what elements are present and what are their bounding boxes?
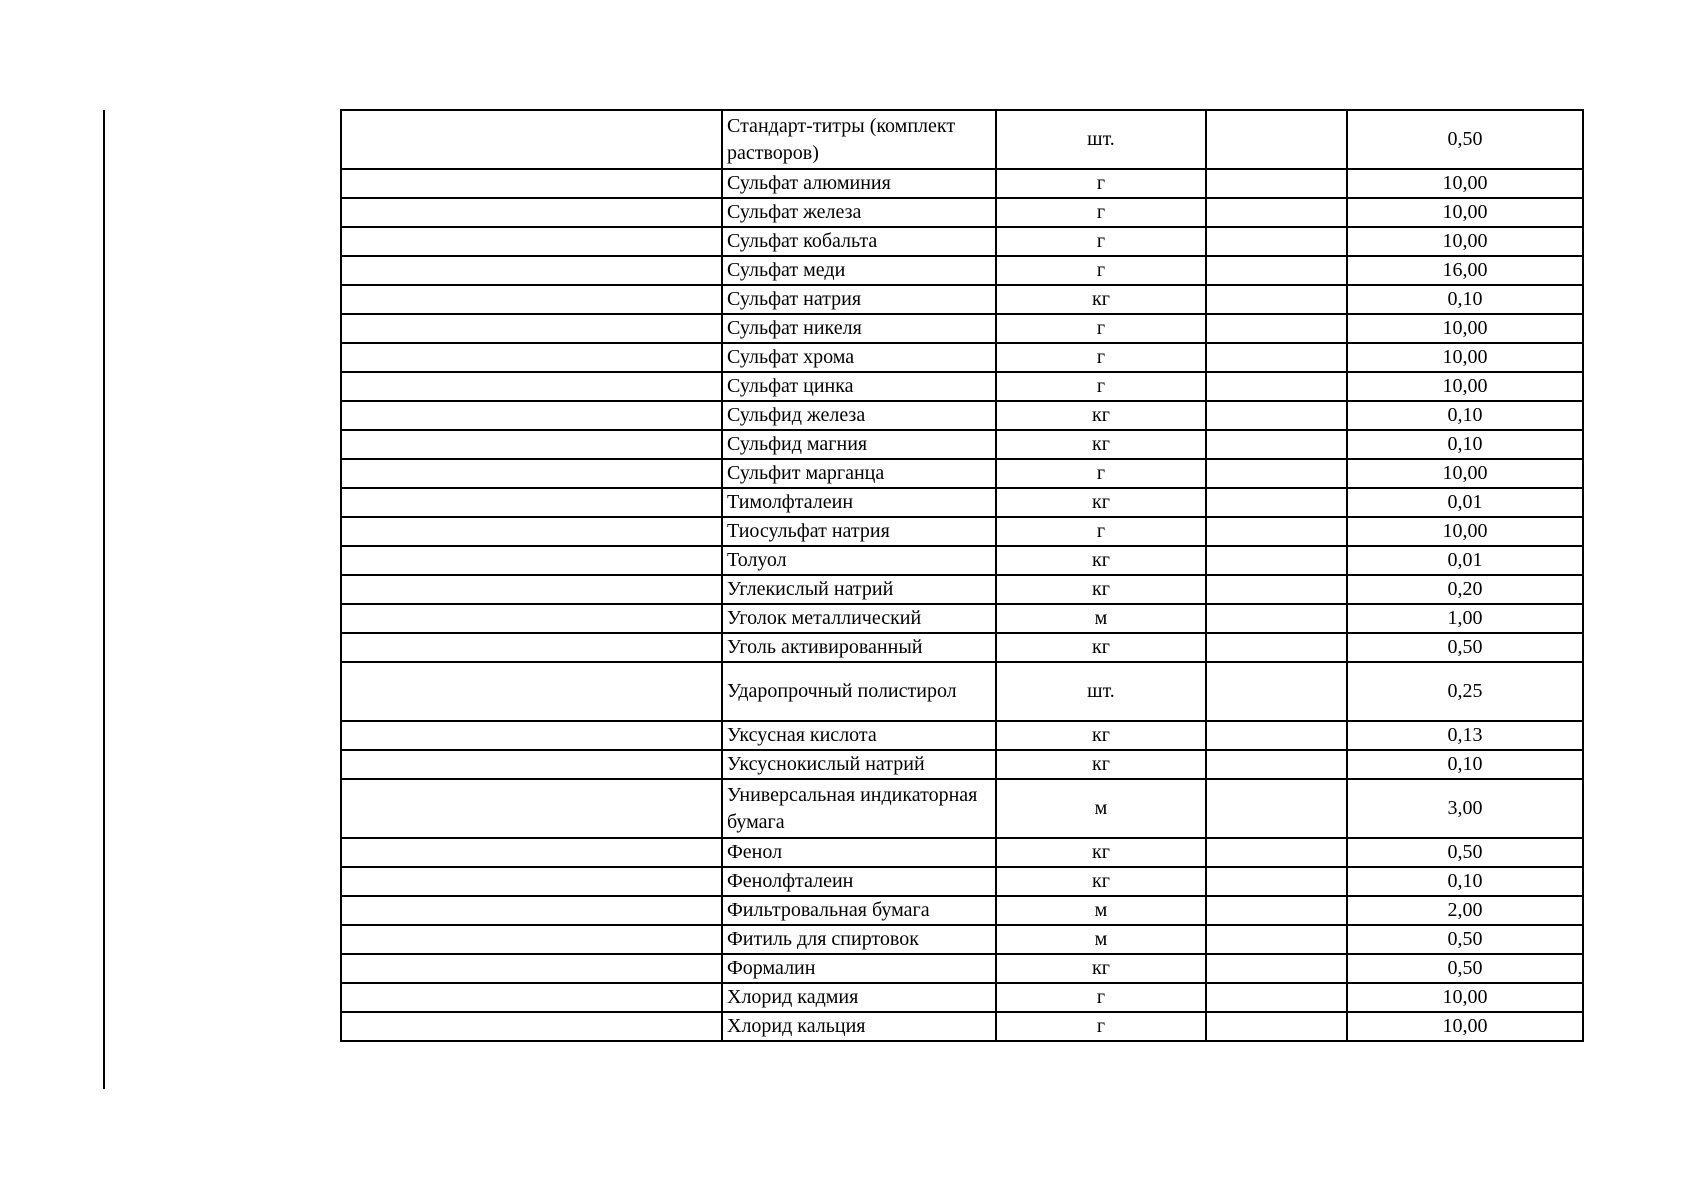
item-name-cell: Фенол — [722, 838, 996, 867]
empty-cell — [1206, 721, 1347, 750]
empty-cell — [1206, 401, 1347, 430]
item-name-cell: Сульфат меди — [722, 256, 996, 285]
empty-cell — [341, 488, 722, 517]
empty-cell — [341, 838, 722, 867]
quantity-cell: 16,00 — [1347, 256, 1583, 285]
unit-cell: г — [996, 314, 1206, 343]
quantity-cell: 10,00 — [1347, 372, 1583, 401]
quantity-cell: 10,00 — [1347, 314, 1583, 343]
table-row — [341, 779, 1583, 838]
table-row — [341, 983, 1583, 1012]
item-name-cell: Углекислый натрий — [722, 575, 996, 604]
quantity-cell: 0,50 — [1347, 838, 1583, 867]
empty-cell — [341, 633, 722, 662]
empty-cell — [341, 546, 722, 575]
quantity-cell: 0,10 — [1347, 750, 1583, 779]
quantity-cell: 10,00 — [1347, 517, 1583, 546]
empty-cell — [1206, 1012, 1347, 1041]
unit-cell: кг — [996, 285, 1206, 314]
empty-cell — [1206, 954, 1347, 983]
empty-cell — [1206, 546, 1347, 575]
unit-cell: г — [996, 198, 1206, 227]
empty-cell — [341, 896, 722, 925]
empty-cell — [1206, 227, 1347, 256]
unit-cell: м — [996, 604, 1206, 633]
item-name-cell: Толуол — [722, 546, 996, 575]
item-name-cell: Фитиль для спиртовок — [722, 925, 996, 954]
item-name-cell: Сульфат алюминия — [722, 169, 996, 198]
empty-cell — [341, 779, 722, 838]
quantity-cell: 0,10 — [1347, 430, 1583, 459]
table-row — [341, 227, 1583, 256]
empty-cell — [341, 604, 722, 633]
item-name-cell: Ударопрочный полистирол — [722, 662, 996, 721]
table-row — [341, 285, 1583, 314]
table-row — [341, 662, 1583, 721]
unit-cell: кг — [996, 575, 1206, 604]
item-name-cell: Сульфат цинка — [722, 372, 996, 401]
table-row — [341, 343, 1583, 372]
item-name-cell: Сульфит марганца — [722, 459, 996, 488]
quantity-cell: 0,25 — [1347, 662, 1583, 721]
empty-cell — [1206, 169, 1347, 198]
unit-cell: м — [996, 925, 1206, 954]
table-row — [341, 750, 1583, 779]
empty-cell — [341, 1012, 722, 1041]
unit-cell: г — [996, 372, 1206, 401]
unit-cell: кг — [996, 954, 1206, 983]
item-name-cell: Тиосульфат натрия — [722, 517, 996, 546]
unit-cell: кг — [996, 867, 1206, 896]
item-name-cell: Сульфат натрия — [722, 285, 996, 314]
table-row — [341, 575, 1583, 604]
item-name-cell: Универсальная индикаторная бумага — [722, 779, 996, 838]
unit-cell: г — [996, 517, 1206, 546]
unit-cell: г — [996, 343, 1206, 372]
item-name-cell: Уголок металлический — [722, 604, 996, 633]
empty-cell — [341, 867, 722, 896]
empty-cell — [341, 430, 722, 459]
item-name-cell: Уголь активированный — [722, 633, 996, 662]
quantity-cell: 10,00 — [1347, 459, 1583, 488]
unit-cell: кг — [996, 401, 1206, 430]
unit-cell: г — [996, 459, 1206, 488]
quantity-cell: 0,50 — [1347, 925, 1583, 954]
empty-cell — [1206, 372, 1347, 401]
item-name-cell: Тимолфталеин — [722, 488, 996, 517]
empty-cell — [341, 110, 722, 169]
table-row — [341, 314, 1583, 343]
quantity-cell: 0,20 — [1347, 575, 1583, 604]
quantity-cell: 10,00 — [1347, 169, 1583, 198]
quantity-cell: 0,50 — [1347, 633, 1583, 662]
unit-cell: м — [996, 896, 1206, 925]
table-row — [341, 896, 1583, 925]
item-name-cell: Уксусная кислота — [722, 721, 996, 750]
unit-cell: шт. — [996, 662, 1206, 721]
empty-cell — [1206, 459, 1347, 488]
empty-cell — [341, 925, 722, 954]
empty-cell — [1206, 314, 1347, 343]
empty-cell — [341, 721, 722, 750]
unit-cell: м — [996, 779, 1206, 838]
page-margin-rule — [103, 110, 105, 1089]
empty-cell — [1206, 517, 1347, 546]
item-name-cell: Сульфид железа — [722, 401, 996, 430]
materials-table — [340, 109, 1584, 1042]
quantity-cell: 3,00 — [1347, 779, 1583, 838]
table-row — [341, 633, 1583, 662]
item-name-cell: Сульфат железа — [722, 198, 996, 227]
table-row — [341, 954, 1583, 983]
empty-cell — [1206, 430, 1347, 459]
quantity-cell: 10,00 — [1347, 983, 1583, 1012]
table-row — [341, 1012, 1583, 1041]
quantity-cell: 10,00 — [1347, 343, 1583, 372]
empty-cell — [1206, 633, 1347, 662]
table-row — [341, 256, 1583, 285]
empty-cell — [1206, 285, 1347, 314]
table-row — [341, 867, 1583, 896]
unit-cell: кг — [996, 838, 1206, 867]
item-name-cell: Хлорид кальция — [722, 1012, 996, 1041]
unit-cell: кг — [996, 750, 1206, 779]
empty-cell — [1206, 575, 1347, 604]
table-row — [341, 430, 1583, 459]
quantity-cell: 1,00 — [1347, 604, 1583, 633]
empty-cell — [1206, 750, 1347, 779]
empty-cell — [1206, 198, 1347, 227]
quantity-cell: 0,13 — [1347, 721, 1583, 750]
empty-cell — [341, 575, 722, 604]
unit-cell: г — [996, 256, 1206, 285]
table-row — [341, 169, 1583, 198]
item-name-cell: Формалин — [722, 954, 996, 983]
empty-cell — [341, 198, 722, 227]
empty-cell — [1206, 925, 1347, 954]
empty-cell — [1206, 488, 1347, 517]
unit-cell: кг — [996, 633, 1206, 662]
item-name-cell: Сульфат хрома — [722, 343, 996, 372]
unit-cell: г — [996, 169, 1206, 198]
quantity-cell: 10,00 — [1347, 227, 1583, 256]
quantity-cell: 2,00 — [1347, 896, 1583, 925]
empty-cell — [1206, 604, 1347, 633]
table-row — [341, 517, 1583, 546]
table-row — [341, 401, 1583, 430]
empty-cell — [341, 169, 722, 198]
empty-cell — [1206, 110, 1347, 169]
item-name-cell: Фенолфталеин — [722, 867, 996, 896]
quantity-cell: 0,10 — [1347, 867, 1583, 896]
quantity-cell: 0,10 — [1347, 285, 1583, 314]
item-name-cell: Сульфат кобальта — [722, 227, 996, 256]
unit-cell: шт. — [996, 110, 1206, 169]
table-row — [341, 459, 1583, 488]
table-row — [341, 110, 1583, 169]
table-row — [341, 546, 1583, 575]
unit-cell: г — [996, 227, 1206, 256]
table-row — [341, 721, 1583, 750]
table-row — [341, 925, 1583, 954]
quantity-cell: 0,50 — [1347, 954, 1583, 983]
unit-cell: г — [996, 983, 1206, 1012]
empty-cell — [1206, 779, 1347, 838]
empty-cell — [341, 401, 722, 430]
quantity-cell: 0,01 — [1347, 546, 1583, 575]
table-row — [341, 372, 1583, 401]
empty-cell — [1206, 343, 1347, 372]
empty-cell — [1206, 662, 1347, 721]
empty-cell — [341, 227, 722, 256]
empty-cell — [341, 459, 722, 488]
table-row — [341, 198, 1583, 227]
unit-cell: кг — [996, 546, 1206, 575]
empty-cell — [341, 343, 722, 372]
item-name-cell: Хлорид кадмия — [722, 983, 996, 1012]
empty-cell — [341, 750, 722, 779]
empty-cell — [1206, 983, 1347, 1012]
item-name-cell: Уксуснокислый натрий — [722, 750, 996, 779]
empty-cell — [341, 662, 722, 721]
item-name-cell: Фильтровальная бумага — [722, 896, 996, 925]
empty-cell — [1206, 838, 1347, 867]
empty-cell — [341, 983, 722, 1012]
empty-cell — [1206, 896, 1347, 925]
empty-cell — [1206, 256, 1347, 285]
quantity-cell: 0,10 — [1347, 401, 1583, 430]
empty-cell — [341, 256, 722, 285]
empty-cell — [341, 314, 722, 343]
quantity-cell: 0,01 — [1347, 488, 1583, 517]
empty-cell — [341, 954, 722, 983]
quantity-cell: 10,00 — [1347, 198, 1583, 227]
empty-cell — [341, 285, 722, 314]
table-row — [341, 604, 1583, 633]
unit-cell: кг — [996, 430, 1206, 459]
empty-cell — [1206, 867, 1347, 896]
unit-cell: г — [996, 1012, 1206, 1041]
table-row — [341, 838, 1583, 867]
empty-cell — [341, 372, 722, 401]
item-name-cell: Стандарт-титры (комплект растворов) — [722, 110, 996, 169]
quantity-cell: 0,50 — [1347, 110, 1583, 169]
materials-table-body — [341, 110, 1583, 1041]
item-name-cell: Сульфид магния — [722, 430, 996, 459]
empty-cell — [341, 517, 722, 546]
quantity-cell: 10,00 — [1347, 1012, 1583, 1041]
unit-cell: кг — [996, 721, 1206, 750]
table-row — [341, 488, 1583, 517]
item-name-cell: Сульфат никеля — [722, 314, 996, 343]
unit-cell: кг — [996, 488, 1206, 517]
